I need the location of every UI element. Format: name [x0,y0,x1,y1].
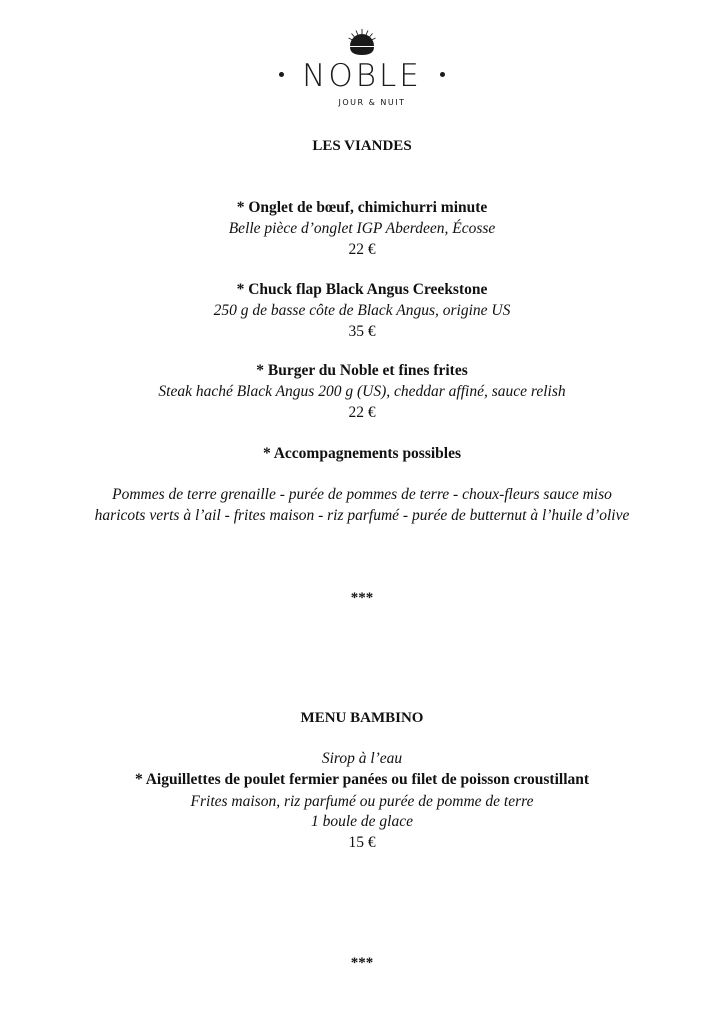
dish-name: * Burger du Noble et fines frites [256,362,468,379]
dish-description: Belle pièce d’onglet IGP Aberdeen, Écosse [228,220,496,237]
dot-right-icon [440,72,445,77]
brand-logo [0,58,724,94]
sides-title: * Accompagnements possibles [262,445,462,462]
brand-tagline: JOUR & NUIT [338,98,406,107]
bambino-drink: Sirop à l’eau [321,750,403,767]
dish-description: 250 g de basse côte de Black Angus, origine US [213,302,511,319]
section-title-viandes: LES VIANDES [312,138,412,154]
dot-left-icon [279,72,284,77]
sides-line: haricots verts à l’ail - frites maison - riz parfumé - purée de butternut à l’huile d’olive [94,507,630,524]
sun-logo-icon [347,28,377,56]
bambino-price: 15 € [348,834,376,851]
dish-name: * Chuck flap Black Angus Creekstone [236,281,488,298]
separator: *** [350,590,374,606]
dish-description: Steak haché Black Angus 200 g (US), cheddar affiné, sauce relish [158,383,566,400]
dish-price: 22 € [348,404,376,421]
sides-line: Pommes de terre grenaille - purée de pommes de terre - choux-fleurs sauce miso [112,486,612,503]
dish-price: 35 € [348,323,376,340]
dish-price: 22 € [348,241,376,258]
dish-name: * Onglet de bœuf, chimichurri minute [236,199,488,216]
separator: *** [350,955,374,971]
bambino-dessert: 1 boule de glace [310,813,413,830]
section-title-bambino: MENU BAMBINO [300,710,424,726]
bambino-sides: Frites maison, riz parfumé ou purée de pomme de terre [190,793,534,810]
bambino-main: * Aiguillettes de poulet fermier panées ou filet de poisson croustillant [134,771,590,788]
brand-name: NOBLE [302,58,422,94]
